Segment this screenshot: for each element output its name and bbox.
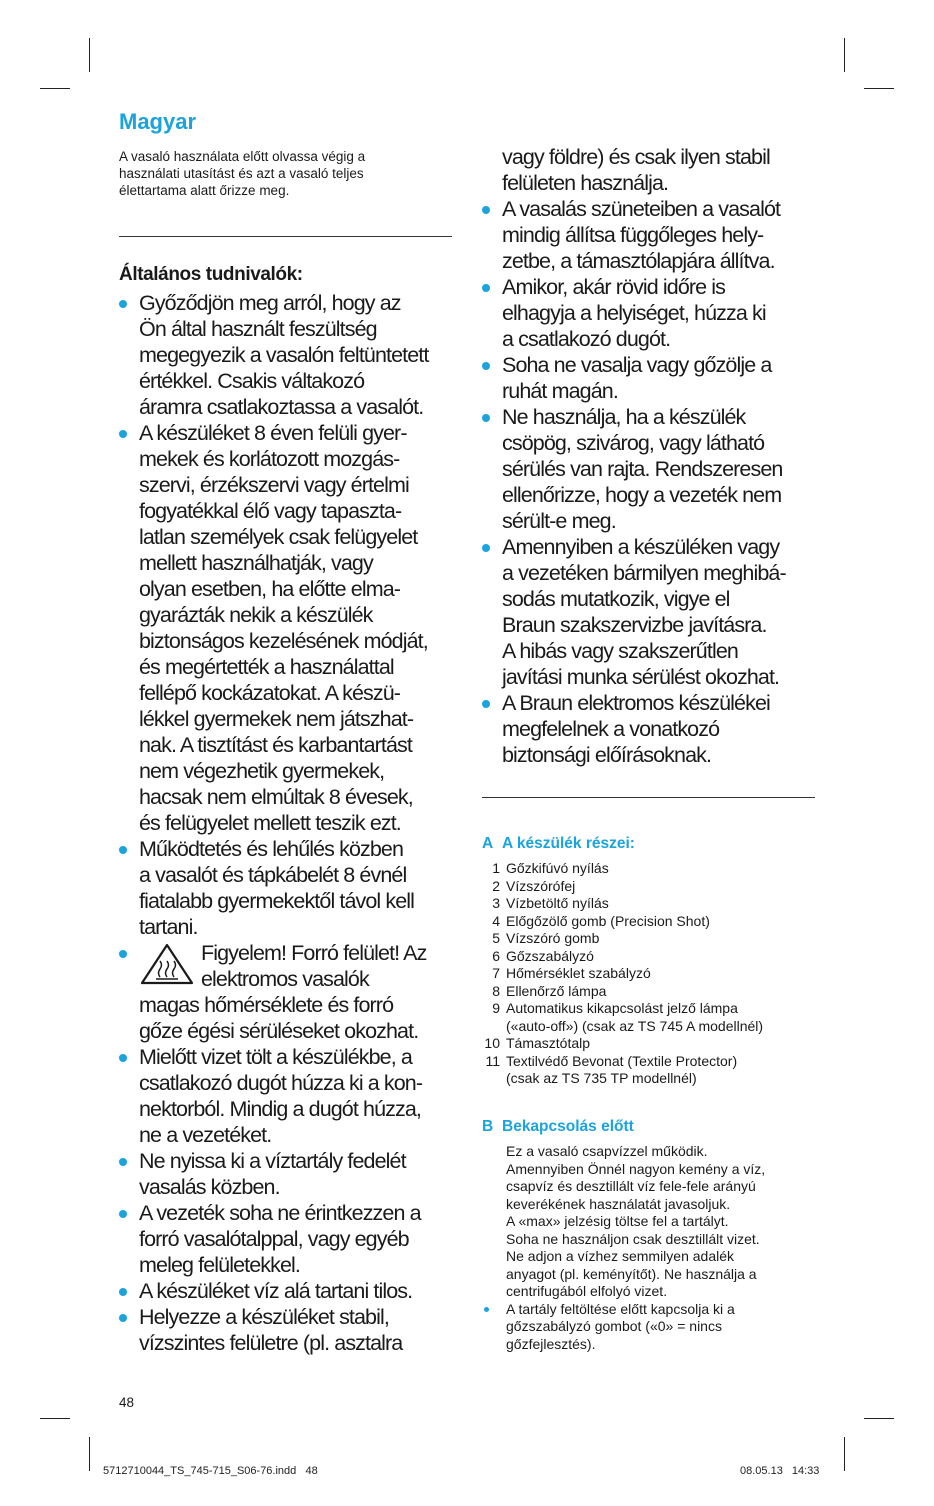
intro-text: A vasaló használata előtt olvassa végig a használati utasítást és azt a vasaló teljes élettartama alatt őrizze meg. xyxy=(119,149,366,198)
list-item: Mielőtt vizet tölt a készülékbe, a csatlakozó dugót húzza ki a kon- nektorból. Mindig a dugót húzza, ne a vezetéket. xyxy=(119,1044,455,1148)
bullet-dot xyxy=(482,284,490,292)
crop-mark xyxy=(844,1437,845,1471)
list-item: 11 Textilvédő Bevonat (Textile Protector) (csak az TS 735 TP modellnél) xyxy=(485,1052,738,1086)
list-item: A készüléket víz alá tartani tilos. xyxy=(119,1278,455,1304)
section-a xyxy=(482,834,822,1088)
crop-mark xyxy=(844,38,845,72)
list-item: A Braun elektromos készülékei megfelelnek a vonatkozó biztonsági előírásoknak. xyxy=(482,690,822,768)
right-column xyxy=(482,144,822,768)
bullet-dot xyxy=(119,1314,127,1322)
list-item: 8 Ellenőrző lámpa xyxy=(492,982,607,999)
list-item: Soha ne vasalja vagy gőzölje a ruhát magán. xyxy=(482,352,822,404)
crop-mark xyxy=(864,88,894,89)
crop-mark xyxy=(89,1437,90,1471)
crop-mark xyxy=(89,38,90,72)
continued-text: vagy földre) és csak ilyen stabil felületen használja. xyxy=(502,145,770,195)
left-column xyxy=(119,108,455,199)
footer-date: 08.05.13 xyxy=(740,1465,783,1477)
general-bullet-list-continued xyxy=(482,196,822,768)
divider xyxy=(119,236,452,237)
list-item: 3 Vízbetöltő nyílás xyxy=(492,895,609,911)
general-section xyxy=(119,262,455,1356)
list-item: Helyezze a készüléket stabil, vízszintes felületre (pl. asztalra xyxy=(119,1304,455,1356)
list-item: 6 Gőzszabályzó xyxy=(492,947,594,964)
list-item: 9 Automatikus kikapcsolást jelző lámpa («auto-off») (csak az TS 745 A modellnél) xyxy=(492,1000,764,1034)
hot-surface-warning-icon xyxy=(139,942,195,986)
bullet-dot xyxy=(482,414,490,422)
crop-mark xyxy=(40,1418,70,1419)
bullet-dot xyxy=(484,1307,489,1312)
list-item: Működtetés és lehűlés közben a vasalót és tápkábelét 8 évnél fiatalabb gyermekektől távol kell tartani. xyxy=(119,836,455,940)
bullet-dot xyxy=(482,544,490,552)
general-heading: Általános tudnivalók: xyxy=(119,264,303,285)
list-item: Ne használja, ha a készülék csöpög, szivárog, vagy látható sérülés van rajta. Rendszeresen ellenőrizze, hogy a vezeték nem sérült-e meg. xyxy=(482,404,822,534)
language-title: Magyar xyxy=(119,109,197,134)
list-item: A készüléket 8 éven felüli gyer- mekek és korlátozott mozgás- szervi, érzékszervi vagy értelmi fogyatékkal élő vagy tapaszta- latlan személyek csak felügyelet mellett használhatják, vagy olyan esetben, ha előtte elma- gyarázták nekik a készülék biztonságos kezelésének módját, és megértették a használattal fellépő kockázatokat. A készü- lékkel gyermekek nem játszhat- nak. A tisztítást és karbantartást nem végezhetik gyermekek, hacsak nem elmúltak 8 évesek, és felügyelet mellett teszik ezt. xyxy=(119,420,455,836)
section-b-bullet-list xyxy=(482,1301,822,1354)
bullet-dot xyxy=(119,300,127,308)
bullet-dot xyxy=(119,1288,127,1296)
footer-filename: 5712710044_TS_745-715_S06-76.indd 48 xyxy=(103,1465,318,1477)
bullet-dot xyxy=(482,206,490,214)
section-b-heading: B Bekapcsolás előtt xyxy=(482,1118,634,1135)
list-item: Amennyiben a készüléken vagy a vezetéken bármilyen meghibá- sodás mutatkozik, vigye el Braun szakszervizbe javításra. A hibás vagy szakszerűtlen javítási munka sérülést okozhat. xyxy=(482,534,822,690)
list-item: A vasalás szüneteiben a vasalót mindig állítsa függőleges hely- zetbe, a támasztólapjára állítva. xyxy=(482,196,822,274)
bullet-dot xyxy=(119,1210,127,1218)
divider xyxy=(482,797,815,798)
list-item: 2 Vízszórófej xyxy=(492,877,576,894)
footer-time: 14:33 xyxy=(791,1465,820,1477)
bullet-dot xyxy=(482,362,490,370)
bullet-dot xyxy=(119,1158,127,1166)
list-item-warning: Figyelem! Forró felület! Az elektromos vasalók magas hőmérséklete és forró gőze égési sérüléseket okozhat. xyxy=(119,940,455,1044)
parts-list xyxy=(482,860,822,1088)
crop-mark xyxy=(864,1418,894,1419)
list-item: Amikor, akár rövid időre is elhagyja a helyiséget, húzza ki a csatlakozó dugót. xyxy=(482,274,822,352)
footer-timestamp xyxy=(740,1465,819,1477)
crop-mark xyxy=(40,88,70,89)
list-item: 10 Támasztótalp xyxy=(484,1035,591,1051)
list-item: A tartály feltöltése előtt kapcsolja ki a gőzszabályzó gombot («0» = nincs gőzfejlesztés). xyxy=(482,1301,822,1354)
list-item: 1 Gőzkifúvó nyílás xyxy=(492,860,609,876)
list-item: 7 Hőmérséklet szabályzó xyxy=(492,965,651,981)
bullet-dot xyxy=(119,1054,127,1062)
section-a-heading: A A készülék részei: xyxy=(482,835,635,852)
general-bullet-list xyxy=(119,290,455,1356)
list-item: Ne nyissa ki a víztartály fedelét vasalás közben. xyxy=(119,1148,455,1200)
bullet-dot xyxy=(482,700,490,708)
list-item: 5 Vízszóró gomb xyxy=(492,930,600,946)
list-item: 4 Előgőzölő gomb (Precision Shot) xyxy=(492,912,710,929)
bullet-dot xyxy=(119,950,127,958)
page-number: 48 xyxy=(119,1395,135,1410)
bullet-dot xyxy=(119,846,127,854)
list-item: Győződjön meg arról, hogy az Ön által használt feszültség megegyezik a vasalón feltüntetett értékkel. Csakis váltakozó áramra csatlakoztassa a vasalót. xyxy=(119,290,455,420)
bullet-dot xyxy=(119,430,127,438)
section-b xyxy=(482,1117,822,1353)
section-b-paragraph: Ez a vasaló csapvízzel működik. Amennyiben Önnél nagyon kemény a víz, csapvíz és desztillált víz fele-fele arányú keverékének használatát javasoljuk. A «max» jelzésig töltse fel a tartályt. Soha ne használjon csak desztillált vizet. Ne adjon a vízhez semmilyen adalék anyagot (pl. keményítőt). Ne használja a centrifugából elfolyó vizet. xyxy=(506,1143,766,1299)
list-item: A vezeték soha ne érintkezzen a forró vasalótalppal, vagy egyéb meleg felületekkel. xyxy=(119,1200,455,1278)
